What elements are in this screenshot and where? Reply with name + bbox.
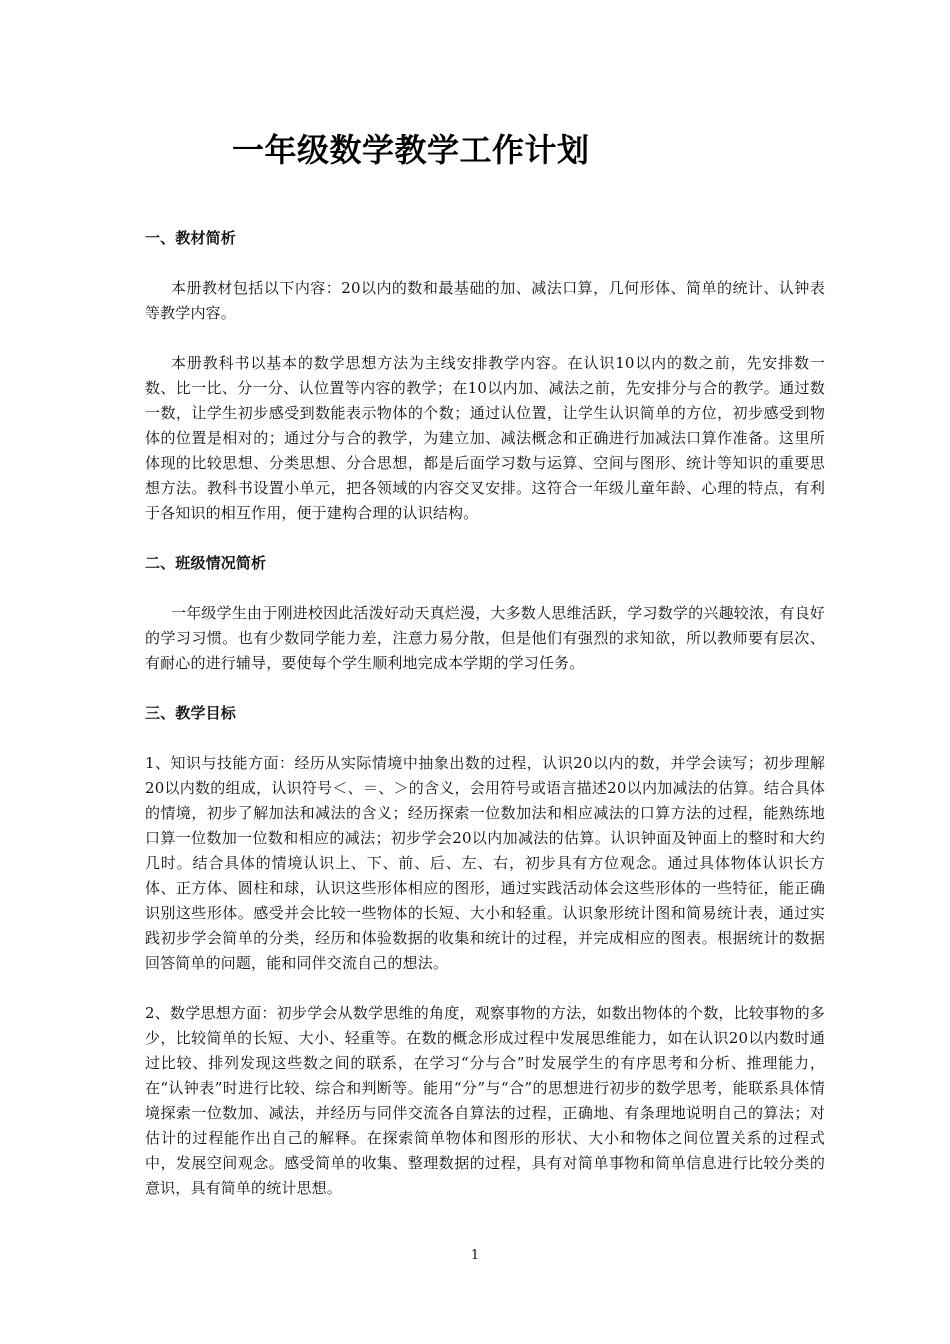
section-textbook-analysis: [145, 226, 825, 551]
paragraph: 1、知识与技能方面：经历从实际情境中抽象出数的过程，认识20以内的数，并学会读写；初步理解20以内数的组成，认识符号＜、＝、＞的含义，会用符号或语言描述20以内加减法的估算。结合具体的情境，初步了解加法和减法的含义；经历探索一位数加法和相应减法的口算方法的过程，能熟练地口算一位数加一位数和相应的减法；初步学会20以内加减法的估算。认识钟面及钟面上的整时和大约几时。结合具体的情境认识上、下、前、后、左、右，初步具有方位观念。通过具体物体认识长方体、正方体、圆柱和球，认识这些形体相应的图形，通过实践活动体会这些形体的一些特征，能正确识别这些形体。感受并会比较一些物体的长短、大小和轻重。认识象形统计图和简易统计表，通过实践初步学会简单的分类，经历和体验数据的收集和统计的过程，并完成相应的图表。根据统计的数据回答简单的问题，能和同伴交流自己的想法。: [145, 754, 825, 972]
paragraph: 2、数学思想方面：初步学会从数学思维的角度，观察事物的方法，如数出物体的个数，比较事物的多少，比较简单的长短、大小、轻重等。在数的概念形成过程中发展思维能力，如在认识20以内数时通过比较、排列发现这些数之间的联系，在学习“分与合”时发展学生的有序思考和分析、推理能力，在“认钟表”时进行比较、综合和判断等。能用“分”与“合”的思想进行初步的数学思考，能联系具体情境探索一位数加、减法，并经历与同伴交流各自算法的过程，正确地、有条理地说明自己的算法；对估计的过程能作出自己的解释。在探索简单物体和图形的形状、大小和物体之间位置关系的过程式中，发展空间观念。感受简单的收集、整理数据的过程，具有对简单事物和简单信息进行比较分类的意识，具有简单的统计思想。: [145, 1004, 825, 1197]
page-number: 1: [470, 1248, 480, 1263]
section-heading: 二、班级情况简析: [145, 554, 267, 572]
section-heading: 三、教学目标: [145, 704, 236, 722]
paragraph: 一年级学生由于刚进校因此活泼好动天真烂漫，大多数人思维活跃，学习数学的兴趣较浓，有良好的学习习惯。也有少数同学能力差，注意力易分散，但是他们有强烈的求知欲，所以教师要有层次、有耐心的进行辅导，要使每个学生顺利地完成本学期的学习任务。: [145, 604, 825, 672]
paragraph: 本册教科书以基本的数学思想方法为主线安排教学内容。在认识10以内的数之前，先安排数一数、比一比、分一分、认位置等内容的教学；在10以内加、减法之前，先安排分与合的教学。通过数一数，让学生初步感受到数能表示物体的个数；通过认位置，让学生认识简单的方位，初步感受到物体的位置是相对的；通过分与合的教学，为建立加、减法概念和正确进行加减法口算作准备。这里所体现的比较思想、分类思想、分合思想，都是后面学习数与运算、空间与图形、统计等知识的重要思想方法。教科书设置小单元，把各领域的内容交叉安排。这符合一年级儿童年龄、心理的特点，有利于各知识的相互作用，便于建构合理的认识结构。: [145, 354, 825, 522]
paragraph: 本册教材包括以下内容：20以内的数和最基础的加、减法口算，几何形体、简单的统计、认钟表等教学内容。: [145, 279, 825, 322]
document-title: 一年级数学教学工作计划: [232, 131, 590, 169]
section-teaching-goals: [145, 701, 825, 1201]
section-heading: 一、教材简析: [145, 229, 236, 247]
section-class-situation: [145, 551, 825, 701]
document-body: [145, 226, 825, 1201]
